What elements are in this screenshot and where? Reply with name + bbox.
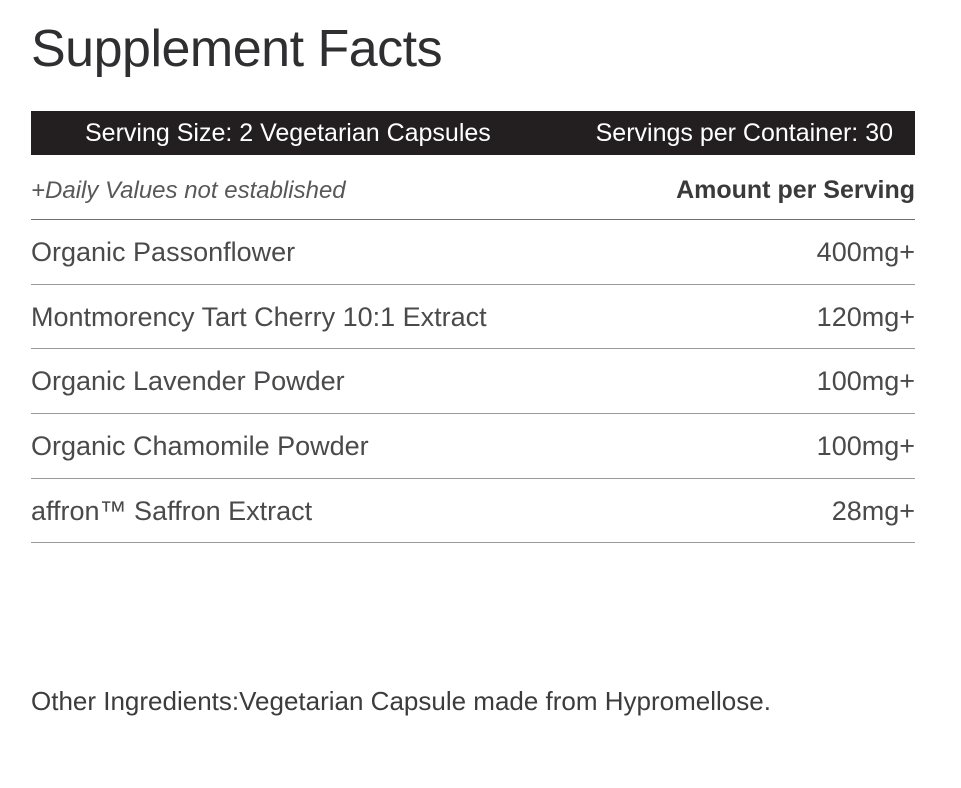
other-ingredients-label: Other Ingredients: <box>31 686 240 716</box>
ingredient-amount: 120mg+ <box>816 301 915 332</box>
page-title: Supplement Facts <box>31 20 443 78</box>
ingredient-amount: 28mg+ <box>831 495 915 526</box>
ingredient-name: affron™ Saffron Extract <box>31 495 313 526</box>
ingredient-name: Organic Lavender Powder <box>31 366 345 397</box>
ingredient-amount: 100mg+ <box>816 366 915 397</box>
table-row <box>31 479 915 544</box>
other-ingredients-value: Vegetarian Capsule made from Hypromellose. <box>239 686 771 716</box>
ingredient-amount: 100mg+ <box>816 431 915 462</box>
table-row <box>31 349 915 414</box>
other-ingredients <box>31 686 915 717</box>
serving-size-text: Serving Size: 2 Vegetarian Capsules <box>85 118 491 147</box>
ingredient-name: Organic Chamomile Powder <box>31 431 369 462</box>
ingredient-name: Montmorency Tart Cherry 10:1 Extract <box>31 301 487 332</box>
servings-per-container-text: Servings per Container: 30 <box>595 118 893 147</box>
daily-values-note: +Daily Values not established <box>31 177 346 204</box>
amount-per-serving-header: Amount per Serving <box>676 176 915 204</box>
supplement-facts-table <box>31 170 915 543</box>
table-header-row <box>31 170 915 220</box>
table-row <box>31 285 915 350</box>
table-row <box>31 220 915 285</box>
ingredient-amount: 400mg+ <box>816 237 915 267</box>
ingredient-name: Organic Passonflower <box>31 237 296 267</box>
serving-information-bar <box>31 111 915 155</box>
table-row <box>31 414 915 479</box>
